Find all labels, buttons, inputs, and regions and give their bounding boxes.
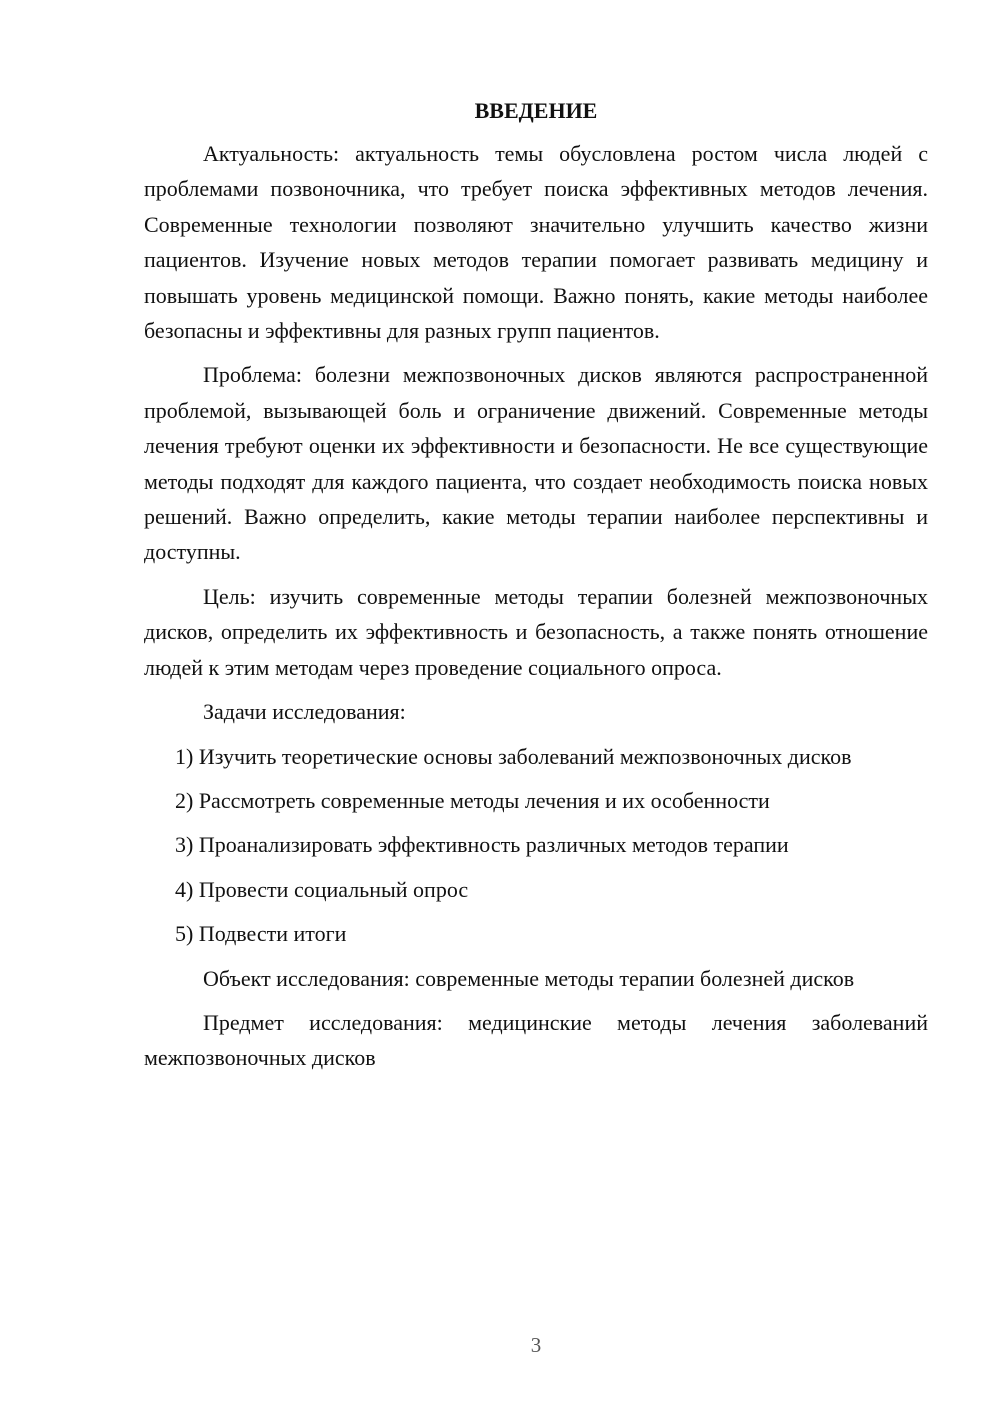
list-item: 3) Проанализировать эффективность различных методов терапии	[175, 832, 789, 858]
page-title: ВВЕДЕНИЕ	[474, 98, 598, 123]
paragraph-relevance: Актуальность: актуальность темы обусловлена ростом числа людей с проблемами позвоночника, что требует поиска эффективных методов лечения. Современные технологии позволяют значительно улучшить качество жизни пациентов. Изучение новых методов терапии помогает развивать медицину и повышать уровень медицинской помощи. Важно понять, какие методы наиболее безопасны и эффективны для разных групп пациентов.	[144, 141, 928, 344]
list-item: 1) Изучить теоретические основы заболеваний межпозвоночных дисков	[175, 743, 852, 769]
paragraph-subject: Предмет исследования: медицинские методы лечения заболеваний межпозвоночных дисков	[144, 1009, 928, 1071]
page-number: 3	[530, 1333, 542, 1357]
list-item: 4) Провести социальный опрос	[175, 876, 469, 902]
paragraph-goal: Цель: изучить современные методы терапии болезней межпозвоночных дисков, определить их эффективность и безопасность, а также понять отношение людей к этим методам через проведение социального опроса.	[144, 583, 928, 680]
list-item: 5) Подвести итоги	[175, 921, 347, 947]
paragraph-tasks-intro: Задачи исследования:	[203, 699, 406, 725]
list-item: 2) Рассмотреть современные методы лечения и их особенности	[175, 787, 770, 813]
paragraph-object: Объект исследования: современные методы терапии болезней дисков	[203, 965, 855, 991]
paragraph-problem: Проблема: болезни межпозвоночных дисков являются распространенной проблемой, вызывающей боль и ограничение движений. Современные методы лечения требуют оценки их эффективности и безопасности. Не все существующие методы подходят для каждого пациента, что создает необходимость поиска новых решений. Важно определить, какие методы терапии наиболее перспективны и доступны.	[144, 362, 928, 565]
page-content	[144, 93, 928, 1085]
tasks-list	[144, 739, 928, 952]
